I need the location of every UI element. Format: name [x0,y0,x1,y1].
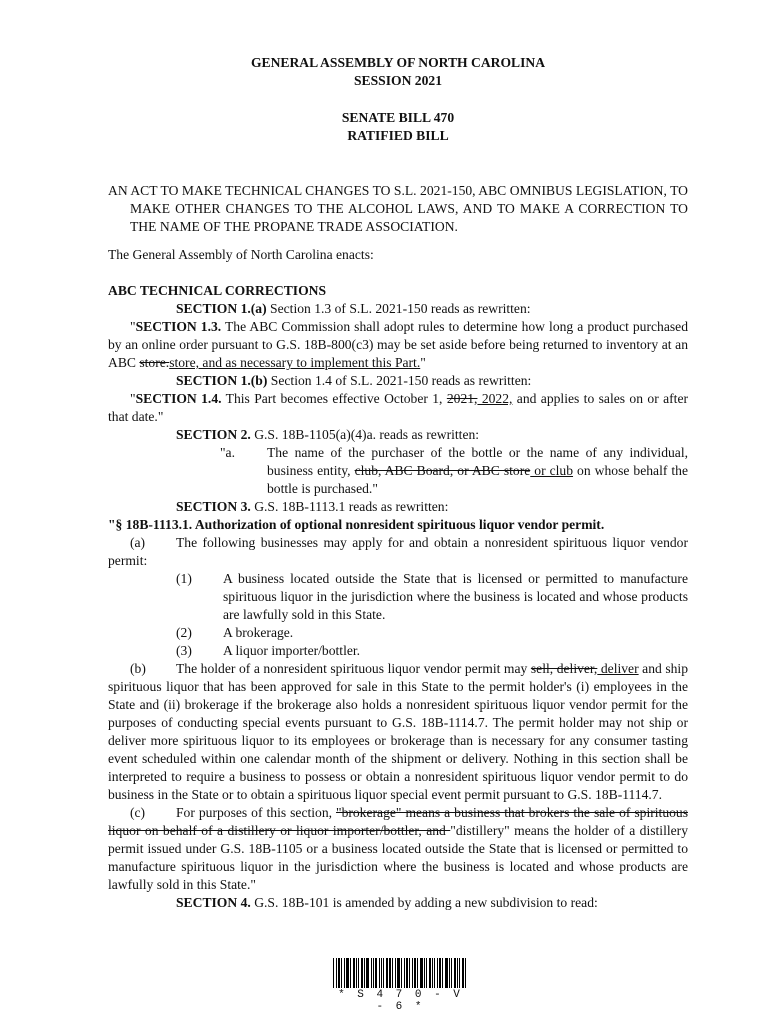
inserted-text: deliver [597,661,639,676]
subsection-label: (b) [130,661,146,676]
barcode-bar [386,958,388,988]
subsection-c [108,804,688,894]
barcode-bar [371,958,372,988]
barcode-bar [439,958,441,988]
section-label: SECTION 1.(a) [176,301,267,316]
quoted-text: The ABC Commission shall adopt rules to determine how long a product purchased by an online order pursuant to G.S. 18B-800(c3) may be set aside before being returned to inventory at an ABC [108,319,688,370]
quoted-text: This Part becomes effective October 1, [221,391,447,406]
barcode-bar [445,958,448,988]
section-text: Section 1.4 of S.L. 2021-150 reads as rewritten: [267,373,532,388]
barcode-bar [389,958,391,988]
barcode-bar [424,958,425,988]
barcode-bar [465,958,466,988]
inserted-text: or club [530,463,574,478]
section-4-heading [108,894,688,912]
barcode-bar [350,958,351,988]
deleted-text: "brokerage" means a business that brokers the sale of spirituous liquor on behalf of a distillery or liquor importer/bottler, and [108,805,688,838]
quoted-section-label: SECTION 1.3. [135,319,222,334]
quoted-text-rest: and applies to sales on or after that date." [108,391,689,424]
quoted-section-label: SECTION 1.4. [135,391,222,406]
barcode-bar [457,958,458,988]
item-label: (1) [176,571,192,586]
barcode-bar [395,958,396,988]
barcode-bar [346,958,349,988]
barcode-bar [358,958,359,988]
list-item [108,570,688,624]
barcode-bar [426,958,427,988]
barcode-bar [420,958,423,988]
sub-paragraph-a [108,444,688,498]
barcode-bar [409,958,410,988]
inserted-text: 2022, [477,391,513,406]
sub-text-rest: on whose behalf the bottle is purchased." [267,463,689,496]
section-1-4-text [108,390,688,426]
barcode-bar [338,958,340,988]
section-label: SECTION 4. [176,895,251,910]
item-text: A brokerage. [223,625,294,640]
barcode-bar [373,958,374,988]
barcode-bar [381,958,382,988]
subsection-text: For purposes of this section, [176,805,337,820]
barcode-bar [459,958,460,988]
section-1a-heading [108,300,688,318]
inserted-text: store, and as necessary to implement this Part. [169,355,421,370]
assembly-heading: GENERAL ASSEMBLY OF NORTH CAROLINA [250,55,546,70]
section-text: G.S. 18B-101 is amended by adding a new subdivision to read: [250,895,598,910]
section-text: G.S. 18B-1113.1 reads as rewritten: [250,499,449,514]
sub-label: "a. [220,445,235,460]
barcode-bar [442,958,443,988]
sub-text [267,444,688,498]
subsection-text-rest: "distillery" means the holder of a distillery permit issued under G.S. 18B-1105 or a business located outside the State that is licensed or permitted to manufacture spirituous liquor in the jurisdiction where the business is located and whose products are lawfully sold in this State." [108,823,688,892]
subsection-b [108,660,688,804]
subsection-label: (c) [130,805,146,820]
barcode-bar [434,958,435,988]
barcode-bar [404,958,405,988]
item-label: (2) [176,625,192,640]
barcode-bar [336,958,337,988]
section-text: G.S. 18B-1105(a)(4)a. reads as rewritten: [250,427,480,442]
section-1b-heading [108,372,688,390]
sub-text-main: The name of the purchaser of the bottle or the name of any individual, business entity, [267,445,688,478]
enacting-clause: The General Assembly of North Carolina enacts: [108,247,374,262]
barcode-bar [361,958,363,988]
section-1-3-text [108,318,688,372]
barcode-bar [437,958,438,988]
deleted-text: 2021, [446,391,478,406]
barcode-bar [454,958,456,988]
barcode-bar [353,958,355,988]
barcode-bar [333,958,334,988]
barcode-bar [356,958,357,988]
barcode-bar [366,958,369,988]
barcode-bar [344,958,345,988]
barcode-bar [414,958,416,988]
barcode-bar [375,958,377,988]
barcode-bar [397,958,400,988]
item-text: A business located outside the State that is licensed or permitted to manufacture spirituous liquor in the jurisdiction where the business is located and whose products are lawfully sold in this State. [223,571,688,622]
subsection-label: (a) [130,535,146,550]
list-item [108,642,688,660]
section-label: SECTION 3. [176,499,251,514]
deleted-text: sell, deliver, [530,661,598,676]
item-label: (3) [176,643,192,658]
barcode-bar [341,958,342,988]
section-label: SECTION 2. [176,427,251,442]
deleted-text: club, ABC Board, or ABC store [354,463,531,478]
quote-mark: " [420,355,426,370]
statute-title: "§ 18B-1113.1. Authorization of optional nonresident spirituous liquor vendor permit. [108,517,605,532]
bill-number: SENATE BILL 470 [341,110,455,125]
section-text: Section 1.3 of S.L. 2021-150 reads as rewritten: [266,301,531,316]
barcode-bar [379,958,380,988]
bill-page [108,54,688,912]
act-title: AN ACT TO MAKE TECHNICAL CHANGES TO S.L. 2021-150, ABC OMNIBUS LEGISLATION, TO MAKE OTHER CHANGES TO THE ALCOHOL LAWS, AND TO MAKE A CORRECTION TO THE NAME OF THE PROPANE TRADE ASSOCIATION. [108,183,688,234]
barcode-bar [392,958,393,988]
barcode-bar [449,958,450,988]
section-label: SECTION 1.(b) [176,373,268,388]
part-title: ABC TECHNICAL CORRECTIONS [108,283,327,298]
section-3-heading [108,498,688,516]
barcode-bar [429,958,431,988]
subsection-text-rest: and ship spirituous liquor that has been approved for sale in this State to the permit holder's (i) employees in the State and (ii) brokerage if the brokerage also holds a nonresident spirituous liquor vendor permit for the purposes of conducting special events pursuant to G.S. 18B-1114.7. The permit holder may not ship or deliver more spirituous liquor to its employees or brokerage than is necessary for any consumer tasting event scheduled within one calendar month of the shipment or delivery. Nothing in this section shall be interpreted to require a business to possess or obtain a nonresident spirituous liquor vendor permit to do business in the State or to obtain a spirituous liquor special event permit pursuant to G.S. 18B-1114.7. [108,661,688,802]
barcode-bar [432,958,433,988]
barcode-bar [417,958,418,988]
list-item [108,624,688,642]
item-text: A liquor importer/bottler. [223,643,361,658]
barcode-bar [406,958,408,988]
barcode-bar [412,958,413,988]
session-heading: SESSION 2021 [353,73,442,88]
barcode-bar [383,958,384,988]
deleted-text: store. [139,355,170,370]
bill-status: RATIFIED BILL [347,128,449,143]
barcode-bar [364,958,365,988]
barcode-bar [401,958,402,988]
quote-mark: " [130,319,136,334]
subsection-a [108,534,688,570]
quote-mark: " [130,391,136,406]
subsection-text: The following businesses may apply for and obtain a nonresident spirituous liquor vendor permit: [108,535,688,568]
subsection-text: The holder of a nonresident spirituous liquor vendor permit may [176,661,531,676]
barcode-bar [462,958,464,988]
barcode-caption: * S 4 7 0 - V - 6 * [338,989,463,1013]
barcode-bar [451,958,452,988]
section-2-heading [108,426,688,444]
barcode [333,958,468,988]
